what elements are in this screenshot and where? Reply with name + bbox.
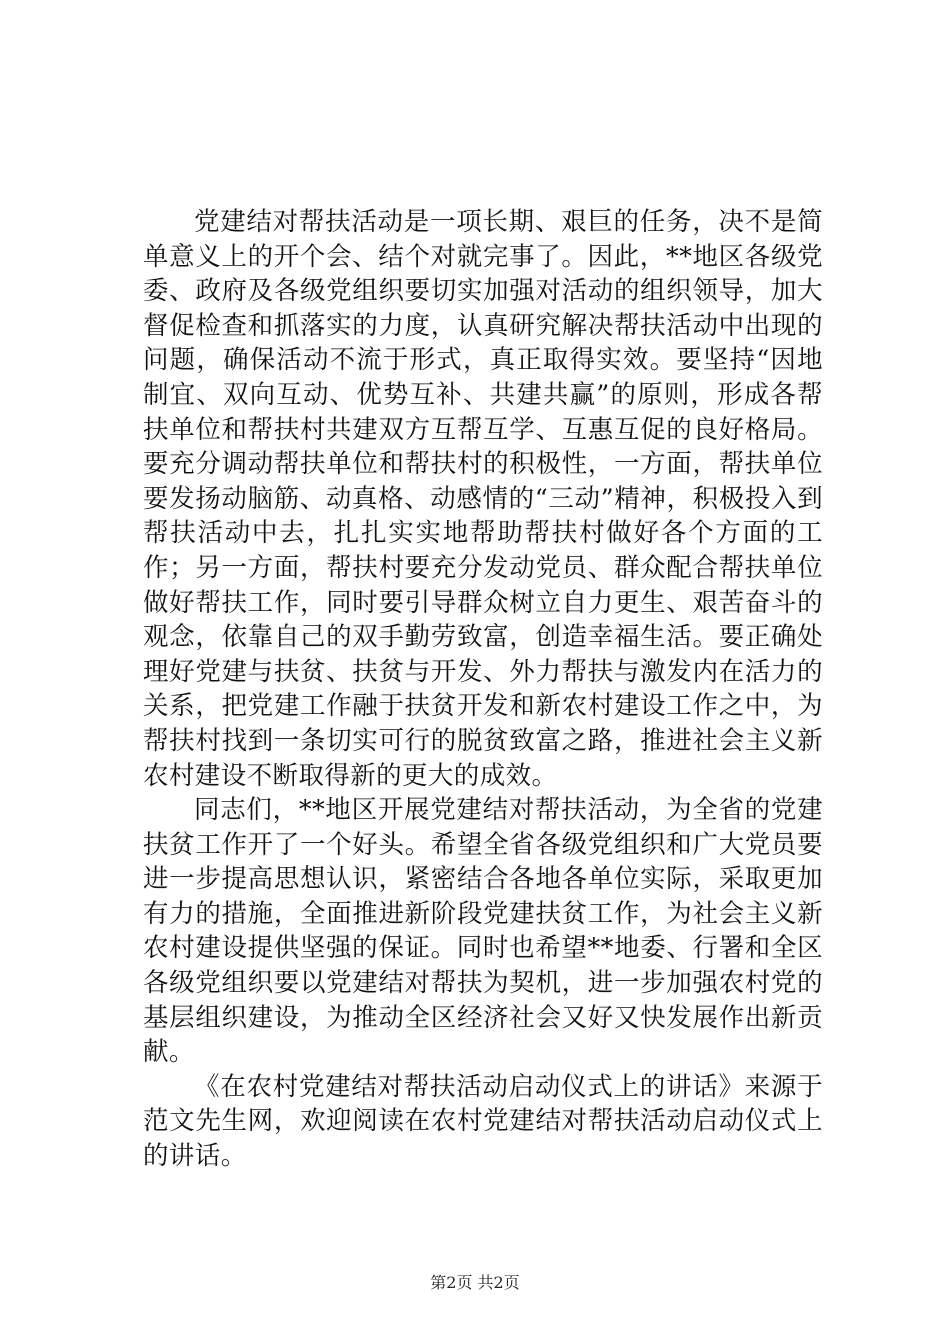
document-body bbox=[143, 205, 823, 1174]
paragraph-source-note: 《在农村党建结对帮扶活动启动仪式上的讲话》来源于范文先生网，欢迎阅读在农村党建结对帮扶活动启动仪式上的讲话。 bbox=[143, 1071, 823, 1172]
page-footer: 第2页 共2页 bbox=[430, 1273, 520, 1292]
paragraph-support-work: 党建结对帮扶活动是一项长期、艰巨的任务，决不是简单意义上的开个会、结个对就完事了。因此，**地区各级党委、政府及各级党组织要切实加强对活动的组织领导，加大督促检查和抓落实的力度，认真研究解决帮扶活动中出现的问题，确保活动不流于形式，真正取得实效。要坚持“因地制宜、双向互动、优势互补、共建共赢”的原则，形成各帮扶单位和帮扶村共建双方互帮互学、互惠互促的良好格局。要充分调动帮扶单位和帮扶村的积极性，一方面，帮扶单位要发扬动脑筋、动真格、动感情的“三动”精神，积极投入到帮扶活动中去，扎扎实实地帮助帮扶村做好各个方面的工作；另一方面，帮扶村要充分发动党员、群众配合帮扶单位做好帮扶工作，同时要引导群众树立自力更生、艰苦奋斗的观念，依靠自己的双手勤劳致富，创造幸福生活。要正确处理好党建与扶贫、扶贫与开发、外力帮扶与激发内在活力的关系，把党建工作融于扶贫开发和新农村建设工作之中，为帮扶村找到一条切实可行的脱贫致富之路，推进社会主义新农村建设不断取得新的更大的成效。 bbox=[143, 207, 823, 791]
paragraph-comrades: 同志们，**地区开展党建结对帮扶活动，为全省的党建扶贫工作开了一个好头。希望全省各级党组织和广大党员要进一步提高思想认识，紧密结合各地各单位实际，采取更加有力的措施，全面推进新阶段党建扶贫工作，为社会主义新农村建设提供坚强的保证。同时也希望**地委、行署和全区各级党组织要以党建结对帮扶为契机，进一步加强农村党的基层组织建设，为推动全区经济社会又好又快发展作出新贡献。 bbox=[143, 795, 823, 1068]
